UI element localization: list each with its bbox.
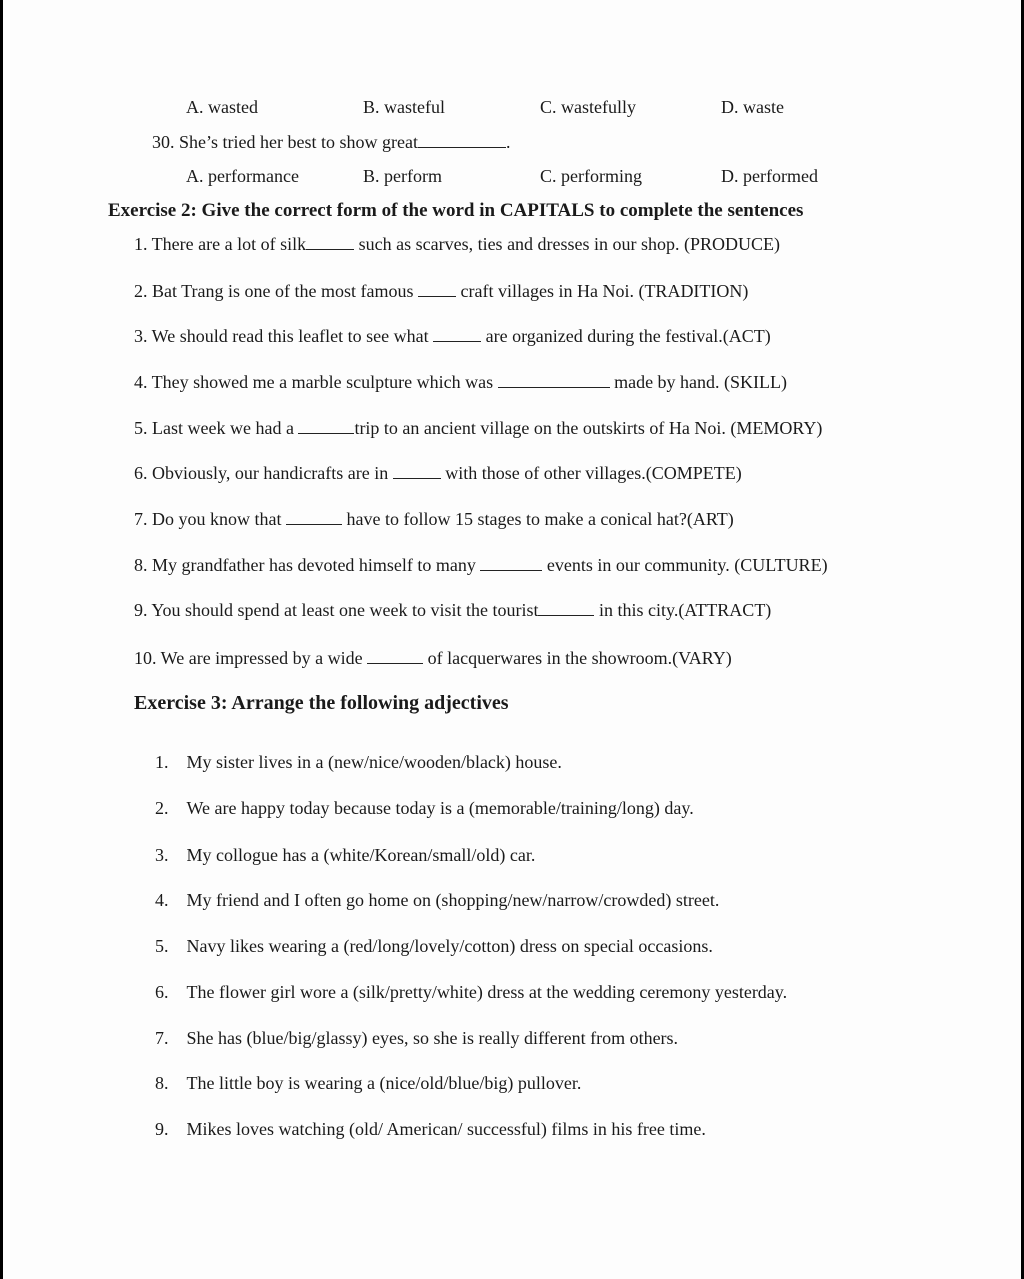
worksheet-page [3, 0, 1021, 1279]
ex3-item-9: 9. Mikes loves watching (old/ American/ successful) films in his free time. [155, 1119, 706, 1139]
ex2-item-4: 4. They showed me a marble sculpture which was made by hand. (SKILL) [134, 372, 788, 392]
ex2-item-5: 5. Last week we had a trip to an ancient village on the outskirts of Ha Noi. (MEMORY) [134, 418, 823, 438]
ex3-item-3: 3. My collogue has a (white/Korean/small/old) car. [155, 845, 536, 865]
q30-option-a: A. performance [186, 166, 299, 186]
ex3-item-1: 1. My sister lives in a (new/nice/wooden/black) house. [155, 752, 562, 772]
q29-option-a: A. wasted [186, 97, 258, 117]
exercise-3-heading: Exercise 3: Arrange the following adjectives [134, 692, 509, 714]
q30-option-b: B. perform [363, 166, 442, 186]
q29-option-d: D. waste [721, 97, 784, 117]
ex3-item-6: 6. The flower girl wore a (silk/pretty/white) dress at the wedding ceremony yesterday. [155, 982, 788, 1002]
ex3-item-8: 8. The little boy is wearing a (nice/old/blue/big) pullover. [155, 1073, 582, 1093]
ex3-item-2: 2. We are happy today because today is a (memorable/training/long) day. [155, 798, 694, 818]
q30-question: 30. She’s tried her best to show great . [152, 132, 511, 152]
q29-option-b: B. wasteful [363, 97, 445, 117]
q30-option-d: D. performed [721, 166, 818, 186]
ex2-item-6: 6. Obviously, our handicrafts are in with those of other villages.(COMPETE) [134, 463, 742, 483]
ex2-item-8: 8. My grandfather has devoted himself to many events in our community. (CULTURE) [134, 555, 828, 575]
ex3-item-7: 7. She has (blue/big/glassy) eyes, so she is really different from others. [155, 1028, 679, 1048]
ex2-item-9: 9. You should spend at least one week to visit the tourist in this city.(ATTRACT) [134, 600, 772, 620]
q29-option-c: C. wastefully [540, 97, 636, 117]
ex3-item-4: 4. My friend and I often go home on (shopping/new/narrow/crowded) street. [155, 890, 720, 910]
ex2-item-7: 7. Do you know that have to follow 15 stages to make a conical hat?(ART) [134, 509, 734, 529]
ex2-item-10: 10. We are impressed by a wide of lacquerwares in the showroom.(VARY) [134, 648, 732, 668]
exercise-2-heading: Exercise 2: Give the correct form of the word in CAPITALS to complete the sentences [108, 200, 804, 221]
ex2-item-3: 3. We should read this leaflet to see what are organized during the festival.(ACT) [134, 326, 771, 346]
ex2-item-1: 1. There are a lot of silk such as scarves, ties and dresses in our shop. (PRODUCE) [134, 234, 781, 254]
q30-option-c: C. performing [540, 166, 642, 186]
ex2-item-2: 2. Bat Trang is one of the most famous craft villages in Ha Noi. (TRADITION) [134, 281, 749, 301]
ex3-item-5: 5. Navy likes wearing a (red/long/lovely/cotton) dress on special occasions. [155, 936, 713, 956]
